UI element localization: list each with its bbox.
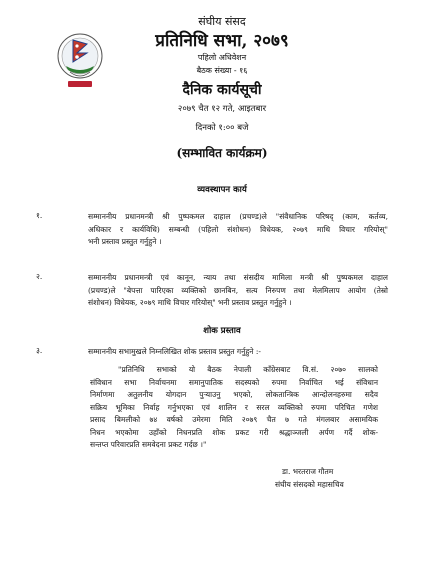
item-number: ३. xyxy=(36,346,43,355)
item-line: संशोधन) विधेयक, २०७९ माथि विचार गरियोस्" भनी प्रस्ताव प्रस्तुत गर्नुहुने । xyxy=(88,298,292,307)
house-title: प्रतिनिधि सभा, २०७९ xyxy=(155,31,289,51)
item-line: सम्माननीय प्रधानमन्त्री श्री पुष्पकमल दाहाल (प्रचण्ड)ले "संवैधानिक परिषद् (काम, कर्तव्य, xyxy=(88,212,388,221)
quote-line: संविधान सभा निर्वाचनमा समानुपातिक सदस्यको रुपमा निर्वाचित भई संविधान xyxy=(90,377,378,387)
signatory-name: डा. भरतराज गौतम xyxy=(282,467,334,476)
meeting-number: बैठक संख्या - १६ xyxy=(196,66,248,75)
item-line: सम्माननीय सभामुखले निम्नलिखित शोक प्रस्ताव प्रस्तुत गर्नुहुने :- xyxy=(88,347,261,356)
signatory-designation: संघीय संसदको महासचिव xyxy=(275,480,344,489)
quote-line: निर्माणमा अतुलनीय योगदान पुर्‍याउनु भएको, लोकतान्त्रिक आन्दोलनहरुमा सदैव xyxy=(90,390,378,399)
section-heading-legislative: व्यवस्थापन कार्य xyxy=(197,185,247,195)
page-title: दैनिक कार्यसूची xyxy=(182,82,262,98)
agenda-date: २०७९ चैत १२ गते, आइतबार xyxy=(177,104,267,114)
condolence-motion-text xyxy=(90,364,378,452)
quote-line: निधन भएकोमा उहाँको निधनप्रति शोक प्रकट गरी श्रद्धाञ्जली अर्पण गर्दै शोक- xyxy=(90,427,378,437)
item-line: सम्माननीय प्रधानमन्त्री एवं कानून, न्याय तथा संसदीय मामिला मन्त्री श्री पुष्पकमल दाहाल xyxy=(88,273,388,282)
section-heading-condolence: शोक प्रस्ताव xyxy=(203,326,241,336)
session-label: पहिलो अधिवेशन xyxy=(197,53,247,62)
agenda-item-1 xyxy=(88,211,388,249)
item-line: भनी प्रस्ताव प्रस्तुत गर्नुहुने । xyxy=(88,237,162,246)
agenda-item-2 xyxy=(88,272,388,310)
page-subtitle: (सम्भावित कार्यक्रम) xyxy=(176,146,268,160)
agenda-item-3-intro xyxy=(88,346,388,359)
item-line: (प्रचण्ड)ले "बेपत्ता पारिएका व्यक्तिको छानबिन, सत्य निरुपण तथा मेलमिलाप आयोग (तेस्रो xyxy=(88,285,388,295)
quote-line: "प्रतिनिधि सभाको यो बैठक नेपाली काँग्रेसबाट वि.सं. २०७० सालको xyxy=(118,365,378,374)
quote-line: प्रसाद बिमलीको ७४ वर्षको उमेरमा मिति २०७९ चैत ७ गते मंगलबार असामयिक xyxy=(90,415,378,424)
quote-line: सन्तप्त परिवारप्रति समवेदना प्रकट गर्दछ ।" xyxy=(90,440,207,449)
agenda-time: दिनको १:०० बजे xyxy=(195,123,249,133)
parliament-name: संघीय संसद xyxy=(198,15,246,28)
item-line: अधिकार र कार्यविधि) सम्बन्धी (पहिलो संशोधन) विधेयक, २०७९ माथि विचार गरियोस्" xyxy=(88,224,388,234)
item-number: १. xyxy=(36,211,43,220)
quote-line: सक्रिय भूमिका निर्वाह गर्नुभएका एवं शालिन र सरल व्यक्तिको रुपमा परिचित गणेश xyxy=(90,402,378,412)
item-number: २. xyxy=(36,272,43,281)
